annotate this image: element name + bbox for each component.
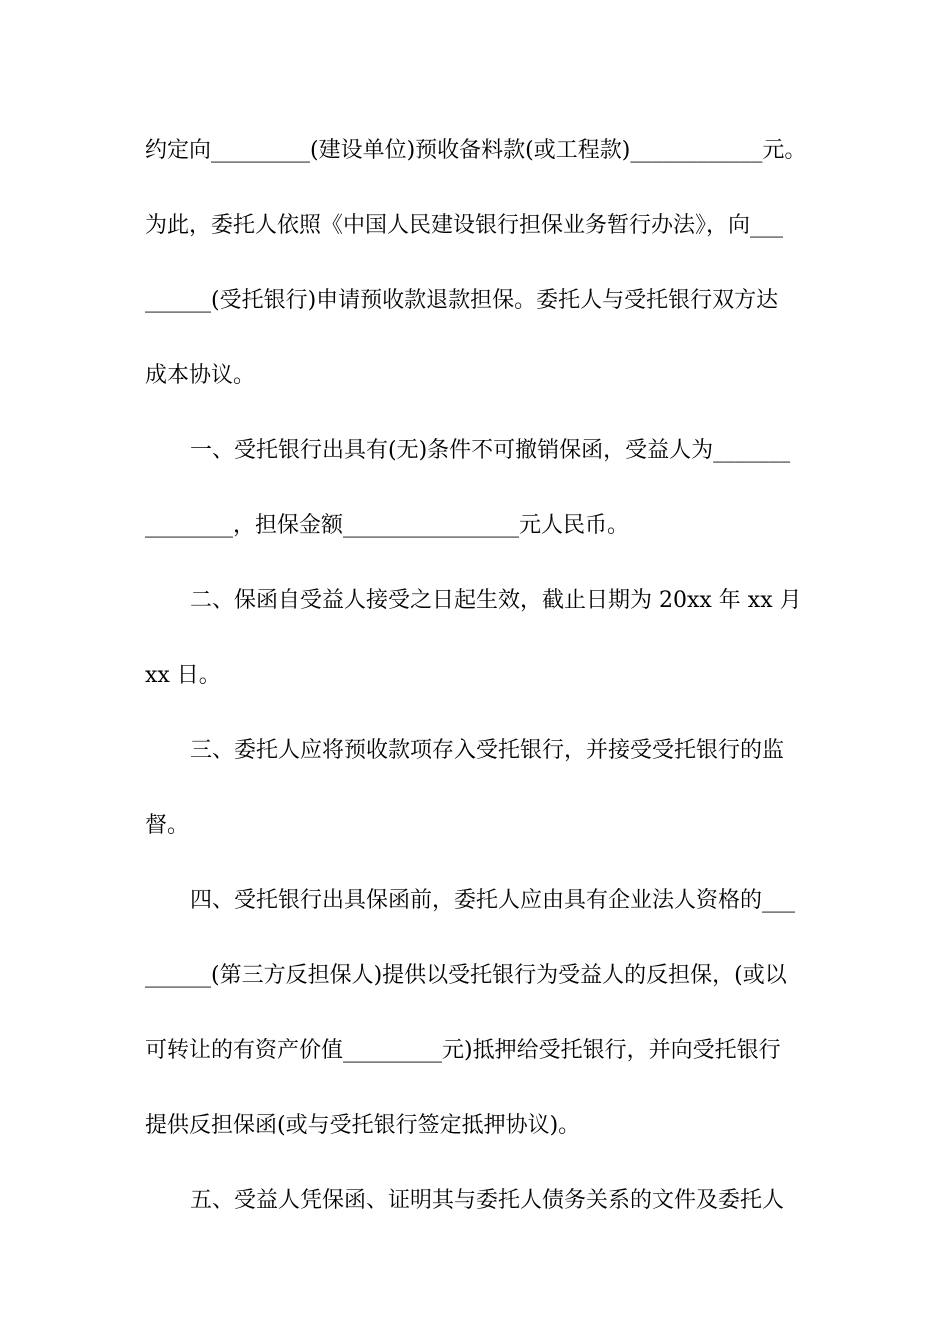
text-line: 可转让的有资产价值_________元)抵押给受托银行，并向受托银行 — [145, 1038, 781, 1063]
clause-5-line: 五、受益人凭保函、证明其与委托人债务关系的文件及委托人 — [190, 1188, 785, 1213]
text-line: 督。 — [145, 813, 190, 838]
text-line: 约定向_________(建设单位)预收备料款(或工程款)____________元。 — [145, 138, 807, 163]
text-line: ______(第三方反担保人)提供以受托银行为受益人的反担保，(或以 — [145, 963, 787, 988]
clause-2-line: 二、保函自受益人接受之日起生效，截止日期为 20xx 年 xx 月 — [190, 588, 802, 613]
text-line: 成本协议。 — [145, 363, 256, 388]
text-line: 提供反担保函(或与受托银行签定抵押协议)。 — [145, 1113, 581, 1138]
clause-4-line: 四、受托银行出具保函前，委托人应由具有企业法人资格的___ — [190, 888, 796, 913]
text-line: 为此，委托人依照《中国人民建设银行担保业务暂行办法》，向___ — [145, 213, 784, 238]
text-line: ______(受托银行)申请预收款退款担保。委托人与受托银行双方达 — [145, 288, 779, 313]
text-line: ________，担保金额________________元人民币。 — [145, 513, 630, 538]
clause-1-line: 一、受托银行出具有(无)条件不可撤销保函，受益人为_______ — [190, 438, 791, 463]
text-line: xx 日。 — [145, 663, 221, 688]
clause-3-line: 三、委托人应将预收款项存入受托银行，并接受受托银行的监 — [190, 738, 785, 763]
